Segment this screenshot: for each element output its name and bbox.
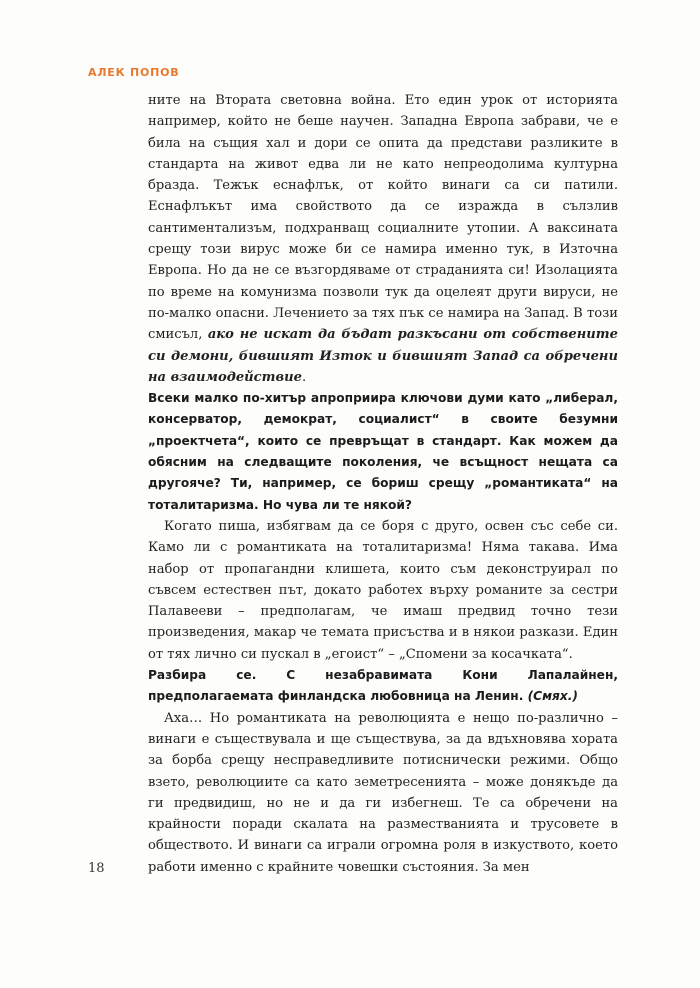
- interview-question-1: Всеки малко по-хитър апроприира ключови думи като „либерал, консерватор, демократ, социалист“ в своите безумни „проектчета“, които се превръщат в стандарт. Как можем да обясним на следващите поколения, че всъщност нещата са другояче? Ти, например, се бориш срещу „романтиката“ на тоталитаризма. Но чува ли те някой?: [148, 391, 618, 512]
- answer-1-text: ните на Втората световна война. Ето един урок от историята например, който не беше научен. Западна Европа забрави, че е била на същия хал и дори се опита да представи разликите в стандарта на живот едва ли не като непреодолима културна бразда. Тежък еснафлък, от който винаги са си патили. Еснафлъкът има свойството да се изражда в сълзлив сантиментализъм, подхранващ социалните утопии. А ваксината срещу този вирус може би се намира именно тук, в Източна Европа. Но да не се възгордяваме от страданията си! Изолацията по време на комунизма позволи тук да оцелеят други вируси, не по-малко опасни. Лечението за тях пък се намира на Запад. В този смисъл,: [148, 93, 618, 343]
- answer-paragraph-3: Аха… Но романтиката на революцията е нещо по-различно – винаги е съществувала и ще съществува, за да вдъхновява хората за борба срещу несправедливите потиснически режими. Общо взето, революциите са като земетресенията – може донякъде да ги предвидиш, но не и да ги избегнеш. Те са обречени на крайности поради скалата на разместванията и трусовете в обществото. И винаги са играли огромна роля в изкуството, което работи именно с крайните човешки състояния. За мен: [148, 710, 618, 875]
- question-2-laugh: (Смях.): [527, 689, 578, 704]
- page-body: [148, 90, 618, 878]
- answer-1-emphasis: ако не искат да бъдат разкъсани от собствените си демони, бившият Изток и бившият Запад са обречени на взаимодействие: [148, 327, 618, 385]
- interview-question-2: [148, 665, 618, 708]
- answer-paragraph-1: [148, 90, 618, 388]
- answer-1-end: .: [301, 369, 307, 385]
- answer-paragraph-2: Когато пиша, избягвам да се боря с друго, освен със себе си. Камо ли с романтиката на тоталитаризма! Няма такава. Има набор от пропагандни клишета, които съм деконструирал по съвсем естествен път, докато работех върху романите за сестри Палавееви – предполагам, че имаш предвид точно тези произведения, макар че темата присъства и в някои разкази. Един от тях лично си пускал в „егоист“ – „Спомени за косачката“.: [148, 518, 618, 662]
- page-number: 18: [88, 861, 105, 876]
- question-2-text: Разбира се. С незабравимата Кони Лапалайнен, предполагаемата финландска любовница на Ленин.: [148, 668, 618, 704]
- running-head-author: АЛЕК ПОПОВ: [88, 66, 180, 79]
